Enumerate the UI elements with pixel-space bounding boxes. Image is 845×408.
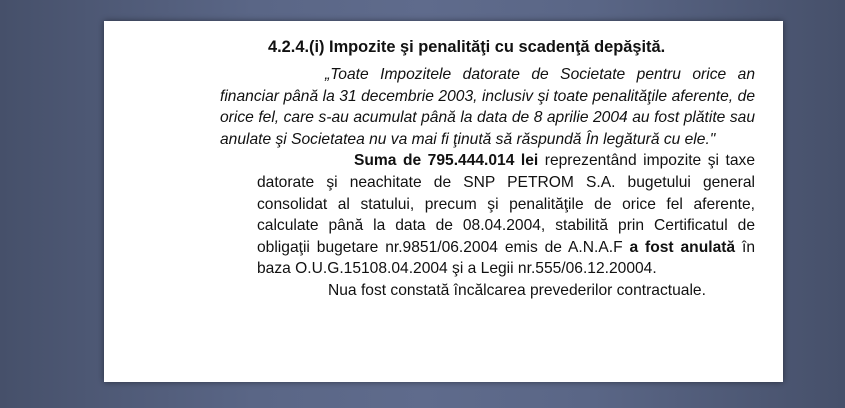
summary-text-part-1: reprezentând impozite şi taxe datorate şi neachitate de SNP PETROM S.A. bugetului general consolidat al statului, precum şi penalităţile de orice fel aferente, calculate până la data de 08.04.2004, stabilită prin Certificatul de obligaţii bugetare nr.9851/06.2004 emis de A.N.A.F (257, 152, 755, 256)
annulled-status: a fost anulată (629, 238, 736, 256)
document-page (104, 21, 783, 382)
conclusion-line: Nua fost constată încălcarea prevederilor contractuale. (328, 281, 706, 299)
summary-text-part-2: în baza O.U.G.15108.04.2004 şi a Legii nr.555/06.12.20004. (257, 238, 756, 278)
summary-paragraph (257, 150, 755, 280)
amount-text: Suma de 795.444.014 lei (354, 152, 539, 170)
section-heading: 4.2.4.(i) Impozite şi penalităţi cu scadenţă depăşită. (268, 38, 666, 56)
document-body (220, 37, 755, 302)
quoted-clause: „Toate Impozitele datorate de Societate pentru orice an financiar până la 31 decembrie 2003, inclusiv şi toate penalităţile aferente, de orice fel, care s-au acumulat până la data de 8 aprilie 2004 au fost plătite sau anulate şi Societatea nu va mai fi ţinută să răspundă În legătură cu ele." (220, 66, 755, 148)
